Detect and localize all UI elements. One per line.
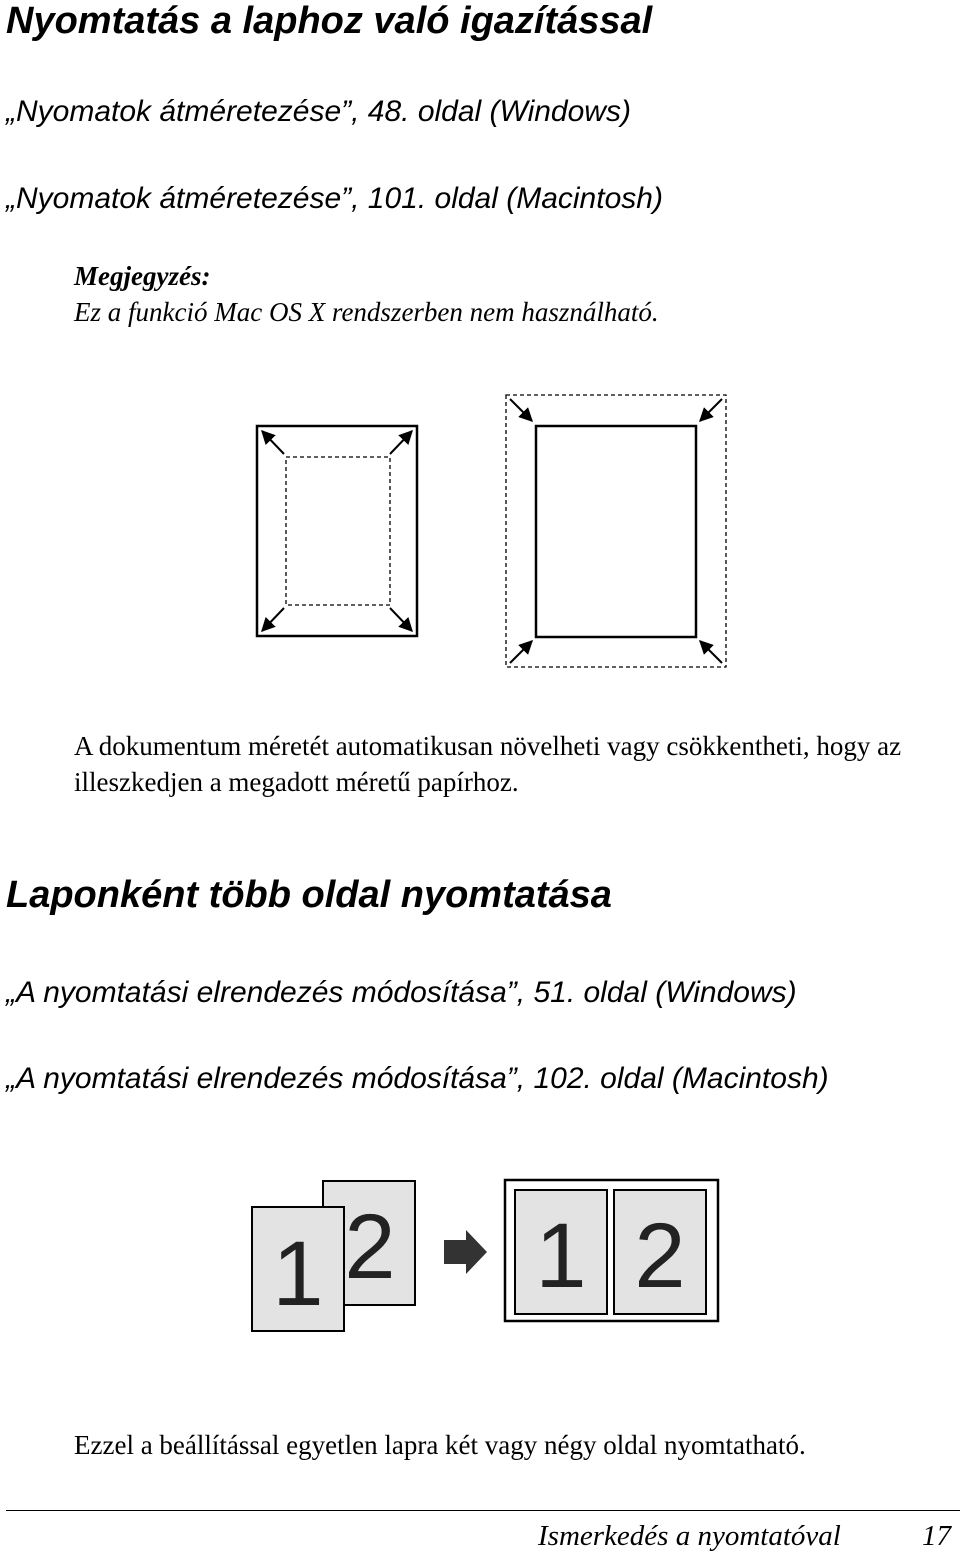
note-label: Megjegyzés: <box>74 261 211 291</box>
page-number-1-front: 1 <box>272 1223 324 1325</box>
link-resize-macintosh[interactable]: „Nyomatok átméretezése”, 101. oldal (Macintosh) <box>6 182 663 215</box>
page-number-2-back: 2 <box>344 1196 396 1298</box>
footer-page-number: 17 <box>922 1520 951 1552</box>
link-layout-windows[interactable]: „A nyomtatási elrendezés módosítása”, 51. oldal (Windows) <box>6 976 797 1009</box>
fit-to-page-description: A dokumentum méretét automatikusan növelheti vagy csökkentheti, hogy az illeszkedjen a megadott méretű papírhoz. <box>74 731 902 797</box>
sheet-page-number-1: 1 <box>535 1205 587 1307</box>
sheet-page-number-2: 2 <box>634 1205 686 1307</box>
link-layout-macintosh[interactable]: „A nyomtatási elrendezés módosítása”, 102. oldal (Macintosh) <box>6 1062 829 1095</box>
section-title-fit-to-page: Nyomtatás a laphoz való igazítással <box>6 0 653 42</box>
link-resize-windows[interactable]: „Nyomatok átméretezése”, 48. oldal (Windows) <box>6 95 631 128</box>
footer-chapter-title: Ismerkedés a nyomtatóval <box>538 1520 841 1552</box>
combined-sheet <box>505 1180 718 1321</box>
section-title-multi-page: Laponként több oldal nyomtatása <box>6 874 612 916</box>
multi-page-description: Ezzel a beállítással egyetlen lapra két vagy négy oldal nyomtatható. <box>74 1430 806 1460</box>
stacked-pages <box>252 1181 415 1331</box>
note-text: Ez a funkció Mac OS X rendszerben nem használható. <box>74 297 659 327</box>
right-arrow-icon <box>444 1230 487 1274</box>
footer-divider <box>6 1510 960 1511</box>
